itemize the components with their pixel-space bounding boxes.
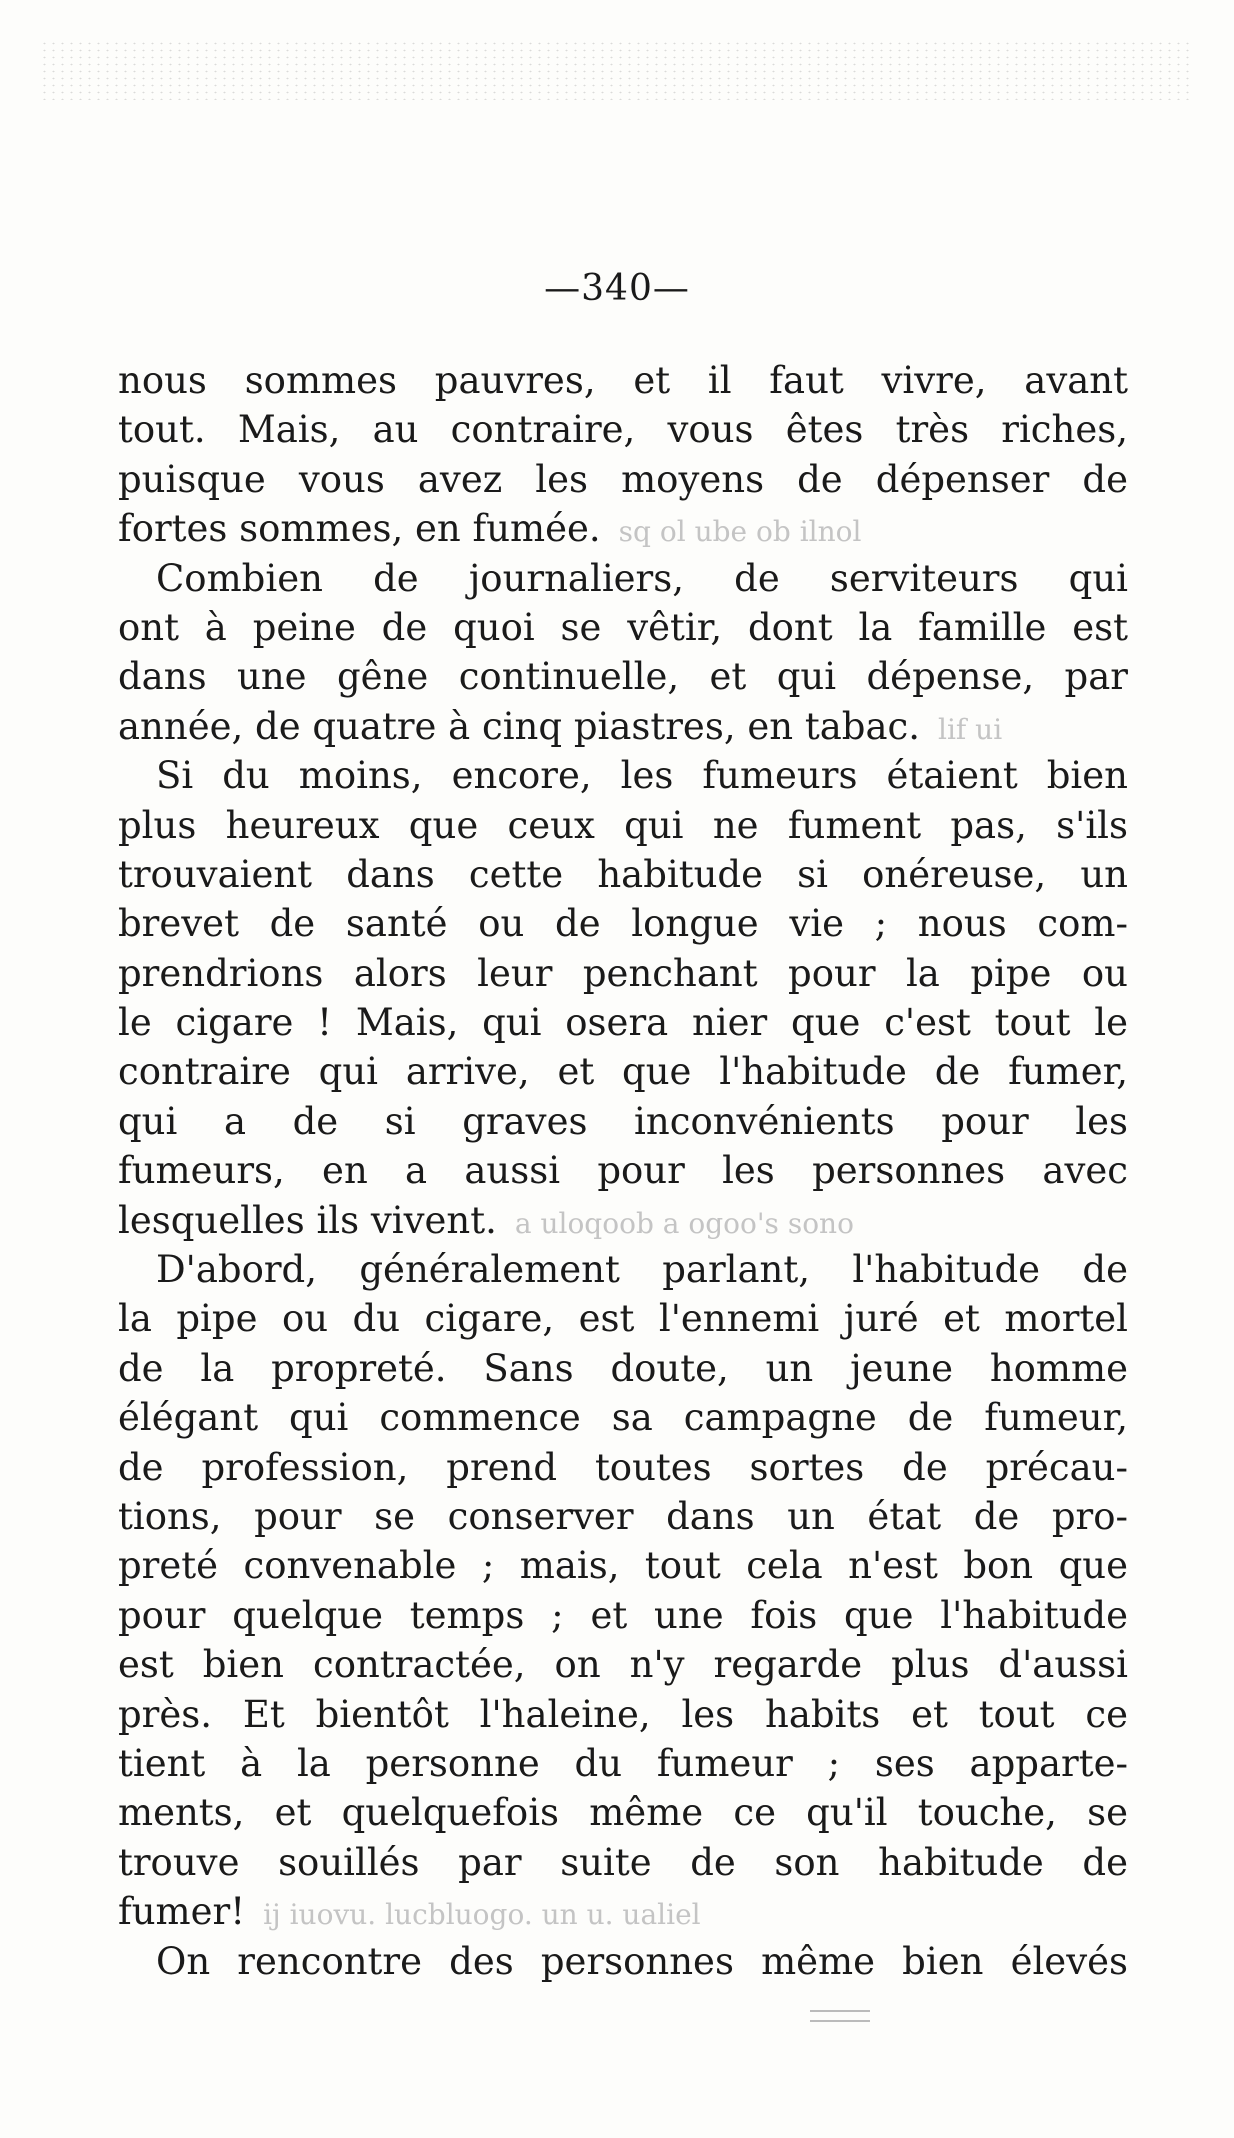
text-line [118, 554, 1128, 603]
text-line-content: brevet de santé ou de longue vie ; nous com- [118, 902, 1128, 946]
text-line [118, 899, 1128, 948]
text-line [118, 998, 1128, 1047]
body-text [118, 356, 1128, 1986]
text-line [118, 751, 1128, 800]
text-line [118, 850, 1128, 899]
text-line-content: qui a de si graves inconvénients pour les [118, 1099, 1128, 1143]
text-line-content: trouvaient dans cette habitude si onéreuse, un [118, 852, 1128, 896]
text-line-content: tout. Mais, au contraire, vous êtes très riches, [118, 408, 1128, 452]
text-line [118, 949, 1128, 998]
text-line-content: est bien contractée, on n'y regarde plus d'aussi [118, 1643, 1128, 1687]
text-line-content: plus heureux que ceux qui ne fument pas, s'ils [118, 803, 1128, 847]
text-line-content: Combien de journaliers, de serviteurs qui [156, 556, 1128, 600]
text-line [118, 1146, 1128, 1195]
text-line-content: tions, pour se conserver dans un état de pro- [118, 1494, 1128, 1538]
text-line-content: dans une gêne continuelle, et qui dépense, par [118, 655, 1128, 699]
text-line [118, 1591, 1128, 1640]
text-line-content: prendrions alors leur penchant pour la pipe ou [118, 951, 1128, 995]
text-line [118, 1690, 1128, 1739]
text-line-content: fumer! [118, 1890, 246, 1934]
text-line-content: la pipe ou du cigare, est l'ennemi juré et mortel [118, 1297, 1128, 1341]
text-line-content: preté convenable ; mais, tout cela n'est bon que [118, 1544, 1128, 1588]
text-line-content: nous sommes pauvres, et il faut vivre, avant [118, 359, 1128, 402]
text-line-content: de profession, prend toutes sortes de précau- [118, 1445, 1128, 1489]
text-line [118, 1196, 1128, 1245]
text-line-content: Si du moins, encore, les fumeurs étaient bien [156, 754, 1128, 798]
text-line [118, 504, 1128, 553]
text-line-content: lesquelles ils vivent. [118, 1198, 497, 1242]
text-line-content: près. Et bientôt l'haleine, les habits et tout ce [118, 1692, 1128, 1736]
text-line-content: ont à peine de quoi se vêtir, dont la famille est [118, 605, 1128, 649]
text-line-content: fumeurs, en a aussi pour les personnes avec [118, 1149, 1128, 1193]
text-line [118, 702, 1128, 751]
text-line-content: On rencontre des personnes même bien élevés [156, 1939, 1128, 1983]
text-line-content: tient à la personne du fumeur ; ses apparte- [118, 1741, 1128, 1785]
text-line-content: élégant qui commence sa campagne de fumeur, [118, 1396, 1128, 1440]
text-line [118, 1739, 1128, 1788]
text-line [118, 1443, 1128, 1492]
text-line [118, 1887, 1128, 1936]
text-line [118, 1788, 1128, 1837]
text-line [118, 1937, 1128, 1986]
text-line [118, 455, 1128, 504]
text-line-content: le cigare ! Mais, qui osera nier que c'est tout le [118, 1001, 1128, 1045]
text-line [118, 1245, 1128, 1294]
text-line [118, 801, 1128, 850]
bleed-through-text: a uloqoob a ogoo's sono [514, 1206, 854, 1240]
text-line-content: fortes sommes, en fumée. [118, 507, 601, 551]
text-line-content: contraire qui arrive, et que l'habitude de fumer, [118, 1050, 1128, 1094]
bleed-through-text: ij iuovu. lucbluogo. un u. ualiel [263, 1898, 701, 1932]
text-line [118, 356, 1128, 405]
text-line [118, 1541, 1128, 1590]
text-line-content: puisque vous avez les moyens de dépenser de [118, 457, 1128, 501]
scan-mark [810, 2010, 870, 2022]
text-line [118, 1097, 1128, 1146]
text-line [118, 1838, 1128, 1887]
text-line [118, 652, 1128, 701]
scan-noise [40, 40, 1190, 100]
text-line [118, 1492, 1128, 1541]
bleed-through-text: sq ol ube ob ilnol [618, 515, 862, 549]
text-line [118, 1294, 1128, 1343]
text-line [118, 1393, 1128, 1442]
text-line [118, 405, 1128, 454]
text-line [118, 1047, 1128, 1096]
text-line-content: trouve souillés par suite de son habitude de [118, 1840, 1128, 1884]
text-line [118, 1344, 1128, 1393]
text-line-content: de la propreté. Sans doute, un jeune homme [118, 1346, 1128, 1390]
bleed-through-text: lif ui [938, 712, 1003, 746]
text-line [118, 603, 1128, 652]
page-number: —340— [544, 268, 690, 309]
text-line-content: D'abord, généralement parlant, l'habitude de [156, 1248, 1128, 1292]
text-line [118, 1640, 1128, 1689]
text-line-content: pour quelque temps ; et une fois que l'habitude [118, 1593, 1128, 1637]
text-line-content: année, de quatre à cinq piastres, en tabac. [118, 704, 920, 748]
text-line-content: ments, et quelquefois même ce qu'il touche, se [118, 1791, 1128, 1835]
